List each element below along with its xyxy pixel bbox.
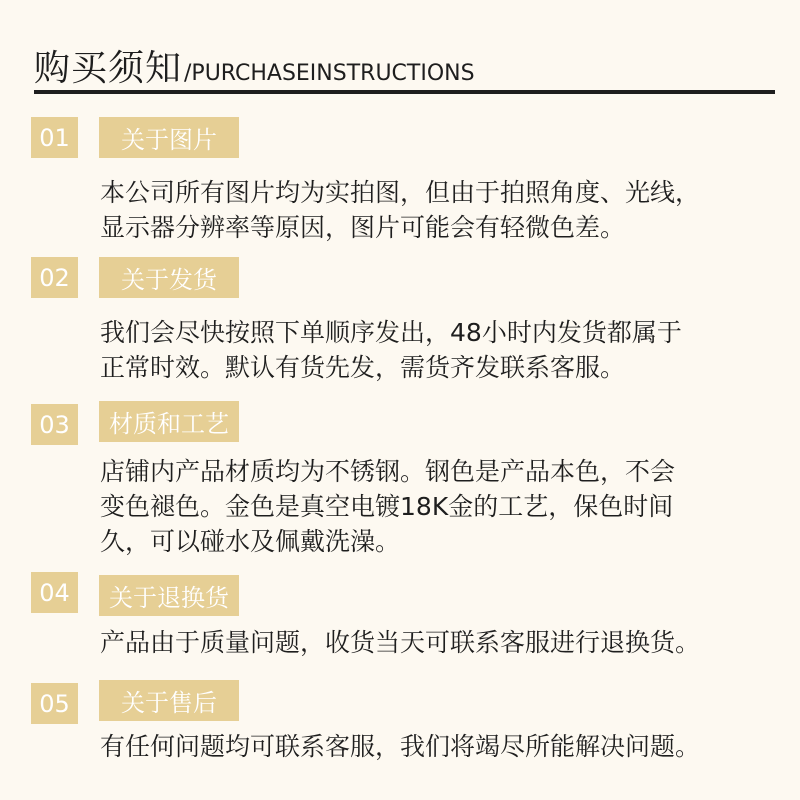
section-body <box>100 625 780 660</box>
section-label: 关于图片 <box>99 117 239 158</box>
section-body <box>100 175 780 245</box>
body-line: 店铺内产品材质均为不锈钢。钢色是产品本色，不会 <box>100 457 676 486</box>
section-body <box>100 729 780 764</box>
body-line: 正常时效。默认有货先发，需货齐发联系客服。 <box>100 353 626 382</box>
section-label: 关于退换货 <box>99 575 239 616</box>
section-number: 05 <box>31 683 78 724</box>
section-number: 01 <box>31 117 78 158</box>
section-label: 关于售后 <box>99 680 239 721</box>
body-line: 产品由于质量问题，收货当天可联系客服进行退换货。 <box>100 628 701 657</box>
section-body <box>100 454 780 559</box>
section-number: 03 <box>31 404 78 445</box>
section-number: 02 <box>31 257 78 298</box>
section-body <box>100 315 780 385</box>
page-subtitle: /PURCHASEINSTRUCTIONS <box>184 61 475 86</box>
page-header <box>34 40 475 91</box>
body-line: 有任何问题均可联系客服，我们将竭尽所能解决问题。 <box>100 732 701 761</box>
section-number: 04 <box>31 572 78 613</box>
body-line: 变色褪色。金色是真空电镀18K金的工艺，保色时间 <box>100 492 674 521</box>
section-label: 材质和工艺 <box>99 401 239 442</box>
body-line: 本公司所有图片均为实拍图，但由于拍照角度、光线， <box>100 178 701 207</box>
header-divider <box>34 90 775 94</box>
body-line: 显示器分辨率等原因，图片可能会有轻微色差。 <box>100 213 626 242</box>
body-line: 久，可以碰水及佩戴洗澡。 <box>100 527 401 556</box>
section-label: 关于发货 <box>99 257 239 298</box>
body-line: 我们会尽快按照下单顺序发出，48小时内发货都属于 <box>100 318 682 347</box>
page-title: 购买须知 <box>34 48 183 89</box>
